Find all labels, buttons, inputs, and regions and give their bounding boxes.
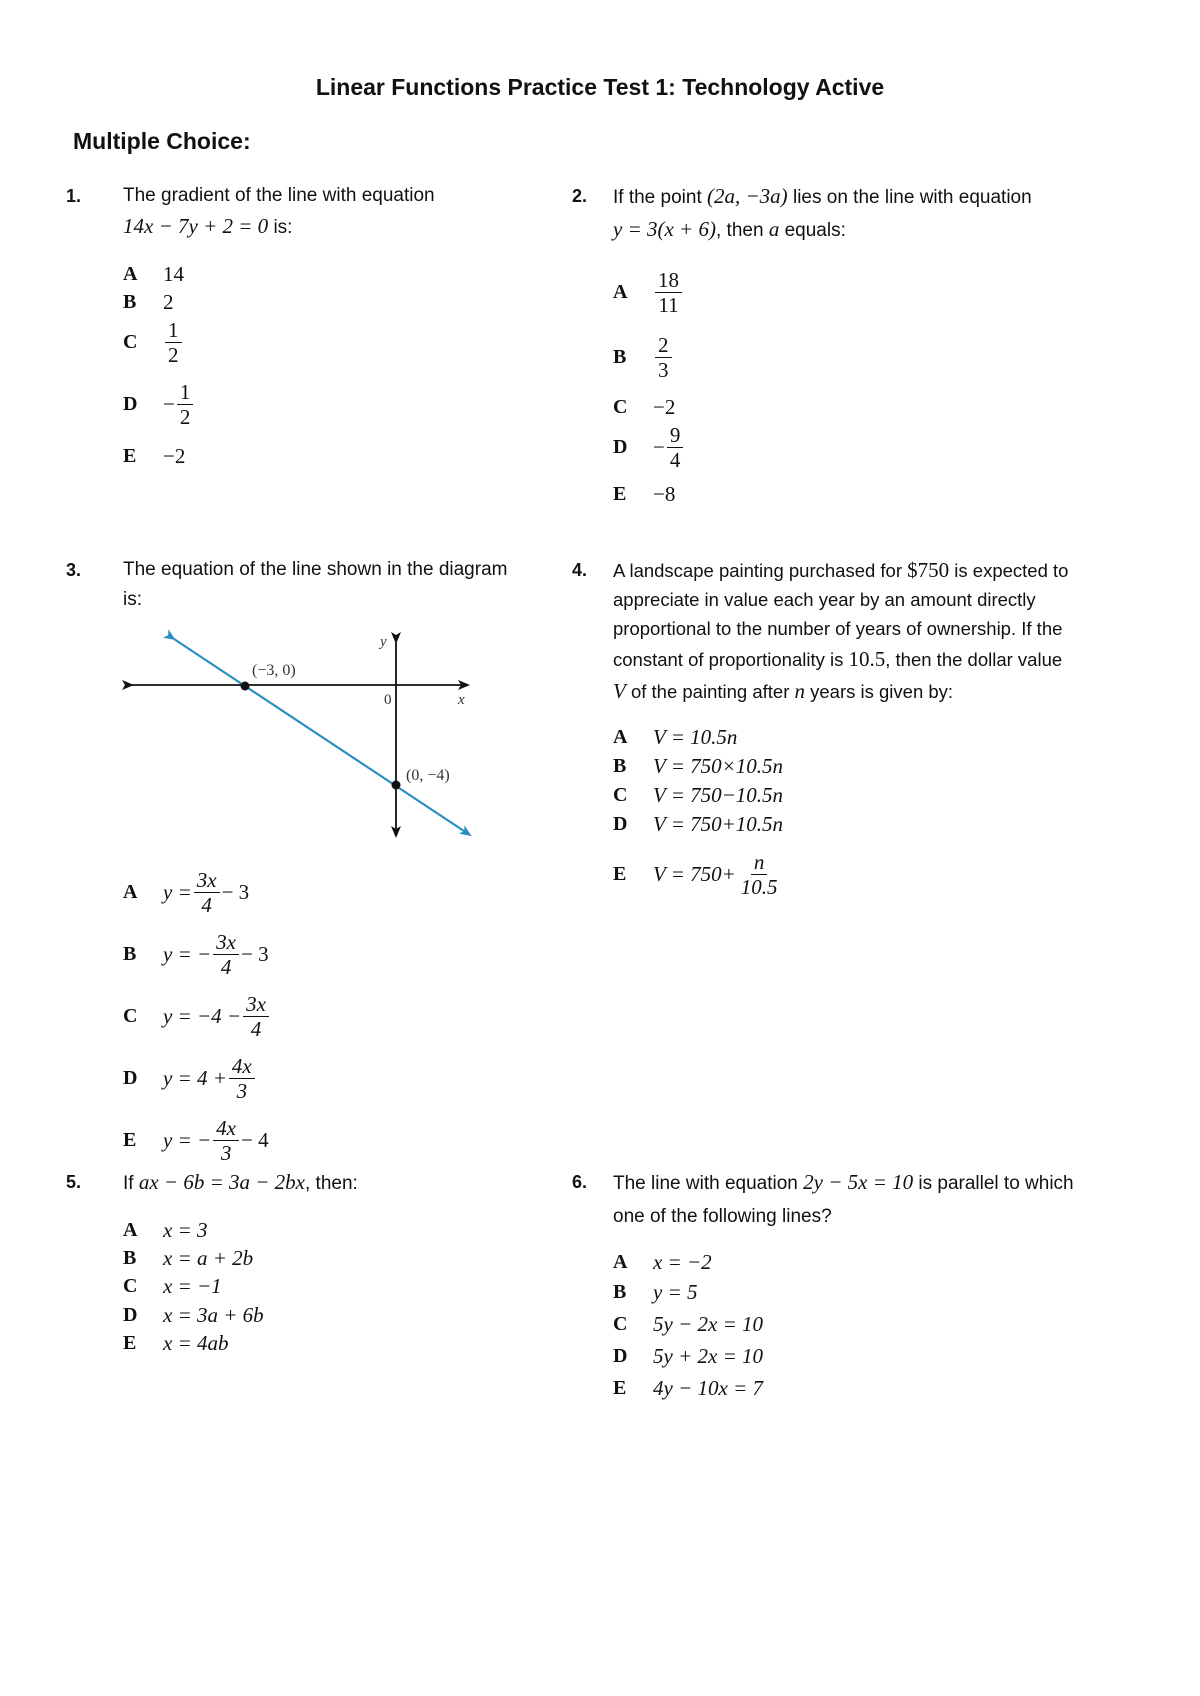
point: (2a, −3a) — [707, 184, 788, 208]
question-text: , then the dollar value — [885, 649, 1063, 670]
option-value: V = 750+10.5n — [653, 812, 784, 836]
origin-label: 0 — [384, 692, 392, 708]
point-y-intercept — [392, 781, 401, 790]
price: $750 — [907, 558, 950, 582]
constant: 10.5 — [848, 647, 886, 671]
option-d[interactable] — [613, 1344, 763, 1369]
fraction: $\frac{4x}{3}$ — [229, 1054, 255, 1103]
page-title: Linear Functions Practice Test 1: Technology Active — [315, 74, 885, 100]
point-x-intercept — [241, 682, 250, 691]
equation: ax − 6b = 3a − 2bx — [138, 1170, 305, 1194]
equation: y = 3(x + 6) — [613, 217, 716, 241]
option-letter: C — [123, 1005, 138, 1028]
question-text: The equation of the line shown in the diagram — [123, 559, 508, 580]
option-a[interactable] — [123, 1218, 208, 1243]
fraction: $\frac{1}{2}$ — [165, 318, 182, 367]
option-e[interactable] — [123, 444, 185, 469]
fraction: $\frac{2}{3}$ — [655, 333, 672, 382]
option-letter: D — [613, 813, 628, 835]
option-b[interactable] — [613, 754, 783, 779]
y-axis-label: y — [380, 634, 387, 650]
option-letter: E — [123, 1129, 137, 1152]
question-number: 5. — [66, 1172, 82, 1192]
fraction: $\frac{18}{11}$ — [655, 268, 682, 317]
question-text: If — [123, 1173, 134, 1194]
fraction: $\frac{3x}{4}$ — [213, 930, 239, 979]
option-value: x = −1 — [163, 1274, 222, 1298]
sign: − — [163, 392, 175, 417]
option-letter: A — [123, 881, 138, 904]
option-value: 5y + 2x = 10 — [653, 1344, 763, 1368]
fraction: $\frac{n}{10.5}$ — [740, 850, 778, 900]
option-value: 5y − 2x = 10 — [653, 1312, 763, 1336]
option-prefix: y = − — [163, 942, 212, 967]
option-d[interactable] — [123, 1303, 264, 1328]
option-letter: B — [123, 291, 137, 313]
option-letter: E — [613, 1377, 627, 1399]
option-c[interactable] — [123, 992, 271, 1041]
option-suffix: − 3 — [241, 942, 269, 967]
option-prefix: y = 4 + — [163, 1066, 227, 1091]
option-letter: D — [123, 1067, 138, 1090]
x-axis-label: x — [458, 692, 465, 708]
variable: V — [613, 679, 626, 703]
variable: a — [768, 217, 780, 241]
option-value: x = −2 — [653, 1250, 712, 1274]
section-heading: Multiple Choice: — [73, 128, 251, 154]
fraction: $\frac{4x}{3}$ — [213, 1116, 239, 1165]
option-b[interactable] — [123, 290, 174, 315]
option-letter: D — [123, 1304, 138, 1326]
option-letter: B — [613, 1281, 627, 1303]
option-value: V = 750×10.5n — [653, 754, 784, 778]
option-letter: E — [123, 445, 137, 467]
option-d[interactable] — [613, 812, 783, 837]
option-letter: B — [613, 755, 627, 777]
option-prefix: y = −4 − — [163, 1004, 242, 1029]
option-letter: C — [613, 1313, 628, 1335]
line-diagram — [118, 628, 478, 850]
question-text: equals: — [784, 220, 846, 241]
option-value: −2 — [653, 395, 676, 419]
question-text: of the painting after — [630, 681, 790, 702]
option-c[interactable] — [613, 1312, 763, 1337]
question-text: lies on the line with equation — [792, 187, 1032, 208]
option-letter: A — [613, 1251, 628, 1273]
question-number: 1. — [66, 186, 82, 206]
question-number: 2. — [572, 186, 588, 206]
option-b[interactable] — [613, 1280, 698, 1305]
option-letter: B — [613, 346, 627, 369]
option-letter: E — [613, 483, 627, 505]
option-letter: A — [613, 281, 628, 304]
equation: 14x − 7y + 2 = 0 — [123, 214, 269, 238]
question-number: 6. — [572, 1172, 588, 1192]
option-prefix: V = 750+ — [653, 862, 736, 887]
option-letter: D — [613, 1345, 628, 1367]
question-text: one of the following lines? — [613, 1206, 832, 1227]
option-a[interactable] — [613, 725, 737, 750]
question-text: If the point — [613, 187, 702, 208]
question-text: The line with equation — [613, 1173, 798, 1194]
option-value: 2 — [163, 290, 174, 314]
question-number: 4. — [572, 560, 588, 580]
option-c[interactable] — [123, 318, 184, 367]
option-letter: B — [123, 1247, 137, 1269]
option-suffix: − 4 — [241, 1128, 269, 1153]
option-value: x = a + 2b — [163, 1246, 254, 1270]
option-value: 4y − 10x = 7 — [653, 1376, 763, 1400]
option-value: V = 750−10.5n — [653, 783, 784, 807]
option-letter: E — [613, 863, 627, 886]
sign: − — [653, 435, 665, 460]
option-value: 14 — [163, 262, 184, 286]
question-text: is expected to — [954, 560, 1069, 581]
option-b[interactable] — [123, 930, 269, 979]
option-a[interactable] — [613, 268, 684, 317]
option-c[interactable] — [613, 395, 675, 420]
option-d[interactable] — [123, 380, 195, 429]
option-prefix: y = — [163, 880, 192, 905]
option-b[interactable] — [613, 333, 674, 382]
question-text: constant of proportionality is — [613, 649, 844, 670]
question-text: The gradient of the line with equation — [123, 185, 435, 206]
point-label: (−3, 0) — [252, 662, 296, 679]
option-letter: C — [613, 396, 628, 418]
question-text: years is given by: — [810, 681, 954, 702]
option-letter: D — [613, 436, 628, 459]
fraction: $\frac{9}{4}$ — [667, 423, 684, 472]
question-text: A landscape painting purchased for — [613, 560, 903, 581]
option-letter: D — [123, 393, 138, 416]
option-letter: E — [123, 1332, 137, 1354]
option-value: x = 4ab — [163, 1331, 229, 1355]
question-text: is parallel to which — [918, 1173, 1074, 1194]
question-text: proportional to the number of years of ownership. If the — [613, 618, 1063, 639]
option-e[interactable] — [123, 1116, 269, 1165]
variable: n — [794, 679, 805, 703]
option-b[interactable] — [123, 1246, 253, 1271]
option-value: x = 3 — [163, 1218, 208, 1242]
option-value: −8 — [653, 482, 676, 506]
option-a[interactable] — [613, 1250, 712, 1275]
question-text: is: — [123, 589, 142, 610]
option-letter: B — [123, 943, 137, 966]
option-e[interactable] — [613, 1376, 763, 1401]
option-e[interactable] — [123, 1331, 229, 1356]
option-value: −2 — [163, 444, 186, 468]
option-letter: C — [123, 331, 138, 354]
option-letter: A — [123, 1219, 138, 1241]
option-c[interactable] — [613, 783, 783, 808]
equation: 2y − 5x = 10 — [803, 1170, 914, 1194]
option-letter: A — [613, 726, 628, 748]
point-label: (0, −4) — [406, 767, 450, 784]
option-c[interactable] — [123, 1274, 222, 1299]
option-value: x = 3a + 6b — [163, 1303, 264, 1327]
option-value: V = 10.5n — [653, 725, 738, 749]
option-letter: C — [123, 1275, 138, 1297]
option-letter: C — [613, 784, 628, 806]
question-number: 3. — [66, 560, 82, 580]
question-text: , then: — [305, 1173, 358, 1194]
fraction: $\frac{1}{2}$ — [177, 380, 194, 429]
plotted-line — [174, 639, 470, 835]
option-a[interactable] — [123, 262, 184, 287]
option-suffix: − 3 — [221, 880, 250, 905]
option-prefix: y = − — [163, 1128, 212, 1153]
option-a[interactable] — [123, 868, 249, 917]
question-text: is: — [273, 217, 293, 238]
option-d[interactable] — [613, 423, 685, 472]
option-e[interactable] — [613, 850, 783, 899]
fraction: $\frac{3x}{4}$ — [194, 868, 220, 917]
option-value: y = 5 — [653, 1280, 698, 1304]
option-letter: A — [123, 263, 138, 285]
fraction: $\frac{3x}{4}$ — [243, 992, 269, 1041]
question-text: , then — [715, 220, 764, 241]
question-text: appreciate in value each year by an amount directly — [613, 589, 1036, 610]
option-e[interactable] — [613, 482, 675, 507]
option-d[interactable] — [123, 1054, 257, 1103]
